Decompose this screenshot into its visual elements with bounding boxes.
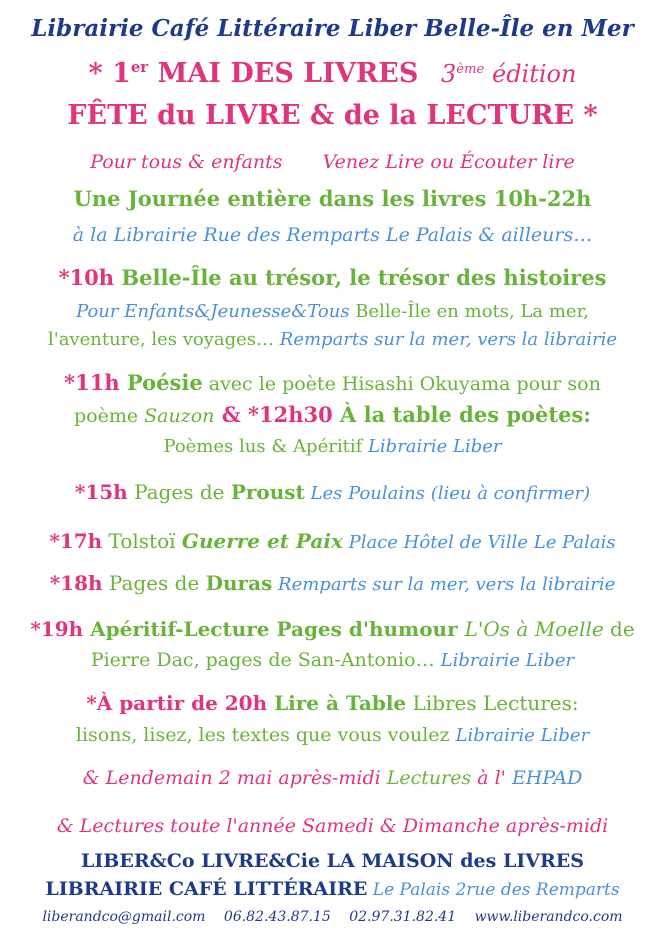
author-18h: Duras xyxy=(205,571,273,595)
pre-15h: Pages de xyxy=(127,480,231,504)
place-19h: Librairie Liber xyxy=(440,650,575,671)
lieu: à la Librairie Rue des Remparts Le Palais & ailleurs… xyxy=(72,224,593,246)
annee-line: & Lectures toute l'année Samedi & Dimanche après-midi xyxy=(56,815,609,837)
footer-website[interactable]: www.liberandco.com xyxy=(474,909,623,925)
footer-contacts xyxy=(0,909,665,925)
bookshop-title: Librairie Café Littéraire Liber Belle-Île en Mer xyxy=(31,15,634,42)
title-11h: Poésie xyxy=(119,370,203,395)
audience-10h: Pour Enfants&Jeunesse&Tous xyxy=(76,301,350,322)
event-name: MAI DES LIVRES xyxy=(148,58,419,89)
invite: Venez Lire ou Écouter lire xyxy=(322,151,575,173)
time-15h: *15h xyxy=(74,480,128,504)
time-18h: *18h xyxy=(49,571,103,595)
desc1-11h: avec le poète Hisashi Okuyama pour son xyxy=(202,373,601,395)
place-10h: Remparts sur la mer, vers la librairie xyxy=(279,329,617,350)
lendemain-pre: & Lendemain 2 mai après-midi xyxy=(82,767,387,789)
footer-line2 xyxy=(0,879,665,901)
place-11h: Librairie Liber xyxy=(367,436,502,457)
work-17h: Guerre et Paix xyxy=(181,529,343,553)
time-19h: *19h xyxy=(30,617,84,641)
work-19h: L'Os à Moelle xyxy=(464,617,604,641)
program-19h-line1 xyxy=(0,618,665,641)
program-10h-desc2 xyxy=(0,330,665,351)
edition-sup: ème xyxy=(456,62,485,77)
program-11h-line1 xyxy=(0,371,665,396)
title-19h: Apéritif-Lecture Pages d'humour xyxy=(83,617,465,641)
footer-address: Le Palais 2rue des Remparts xyxy=(367,880,620,900)
event-title xyxy=(0,58,665,89)
time-20h: *À partir de 20h xyxy=(86,691,268,715)
time-11h: *11h xyxy=(64,370,120,395)
edition-num: 3 xyxy=(440,60,457,88)
program-11h-line2 xyxy=(0,403,665,428)
footer-phone2: 02.97.31.82.41 xyxy=(349,909,457,925)
title-10h: Belle-Île au trésor, le trésor des histoires xyxy=(114,265,607,290)
program-17h xyxy=(0,530,665,554)
amp-11h: & xyxy=(214,402,248,427)
place-18h: Remparts sur la mer, vers la librairie xyxy=(272,574,616,595)
work-11h: Sauzon xyxy=(144,405,215,427)
place-20h: Librairie Liber xyxy=(455,725,590,746)
journee: Une Journée entière dans les livres 10h-22h xyxy=(73,186,592,211)
time-12h30: *12h30 xyxy=(248,402,333,427)
desc1-10h: Belle-Île en mots, La mer, xyxy=(349,301,589,322)
audience: Pour tous & enfants xyxy=(90,151,283,173)
author-15h: Proust xyxy=(230,480,305,504)
footer-email[interactable]: liberandco@gmail.com xyxy=(42,909,206,925)
lendemain-place: EHPAD xyxy=(511,767,583,789)
program-10h-title xyxy=(0,266,665,290)
desc3-11h: Poèmes lus & Apéritif xyxy=(163,436,368,457)
footer-cafe: LIBRAIRIE CAFÉ LITTÉRAIRE xyxy=(45,878,368,900)
audience-line xyxy=(0,152,665,174)
pre-18h: Pages de xyxy=(102,571,206,595)
program-19h-line2 xyxy=(0,650,665,672)
lendemain-mid: à l' xyxy=(471,767,512,789)
lendemain-word: Lectures xyxy=(386,767,472,789)
title-20h: Lire à Table xyxy=(267,691,407,715)
event-sup: er xyxy=(130,58,149,76)
desc1-19h: de xyxy=(603,617,635,641)
place-15h: Les Poulains (lieu à confirmer) xyxy=(304,483,591,504)
program-20h-line2 xyxy=(0,725,665,747)
desc2-20h: lisons, lisez, les textes que vous voulez xyxy=(75,724,456,746)
desc2-19h: Pierre Dac, pages de San-Antonio… xyxy=(90,649,441,671)
desc2-11h: poème xyxy=(73,405,145,427)
program-10h-desc1 xyxy=(0,302,665,323)
desc1-20h: Libres Lectures: xyxy=(406,691,579,715)
program-15h xyxy=(0,481,665,505)
footer-phone1: 06.82.43.87.15 xyxy=(223,909,331,925)
program-20h-line1 xyxy=(0,692,665,715)
title-12h30: À la table des poètes: xyxy=(332,402,592,427)
place-17h: Place Hôtel de Ville Le Palais xyxy=(342,532,616,553)
edition xyxy=(441,60,577,88)
footer-line1: LIBER&Co LIVRE&Cie LA MAISON des LIVRES xyxy=(81,850,584,872)
time-10h: *10h xyxy=(58,265,115,290)
program-18h xyxy=(0,572,665,596)
program-11h-line3 xyxy=(0,437,665,458)
fete-title: FÊTE du LIVRE & de la LECTURE * xyxy=(67,100,598,131)
lendemain-line xyxy=(0,768,665,790)
event-prefix: * 1 xyxy=(88,58,131,89)
pre-17h: Tolstoï xyxy=(102,529,182,553)
desc2-10h: l'aventure, les voyages… xyxy=(47,329,280,350)
edition-label: édition xyxy=(484,60,577,88)
time-17h: *17h xyxy=(49,529,103,553)
